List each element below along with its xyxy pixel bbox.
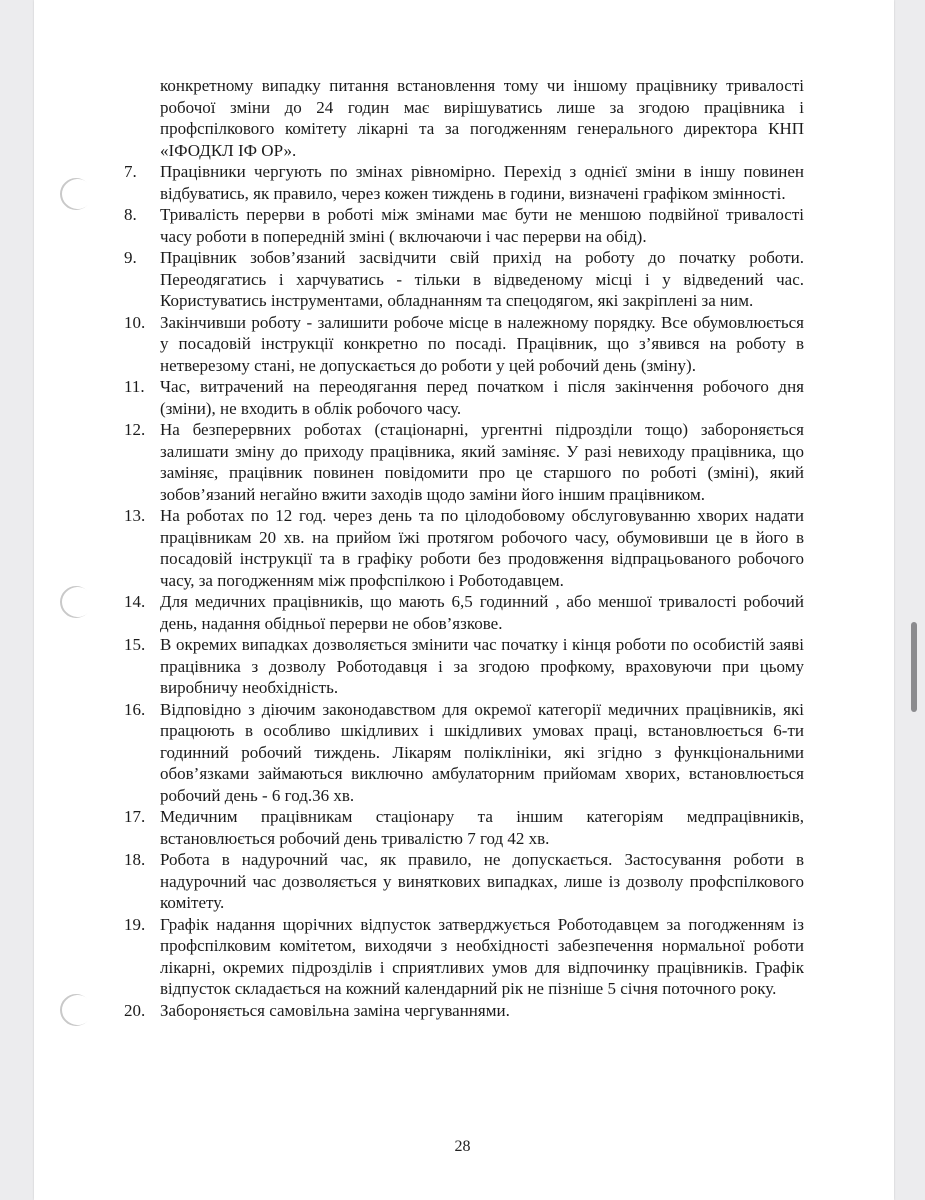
punch-hole-mark	[53, 579, 98, 624]
item-number: 12.	[124, 420, 146, 439]
document-body	[124, 75, 804, 1021]
item-number: 19.	[124, 914, 146, 934]
list-item	[124, 1000, 804, 1022]
item-number: 14.	[124, 592, 146, 611]
item-text: Забороняється самовільна заміна чергуваннями.	[160, 1000, 510, 1020]
item-text: На безперервних роботах (стаціонарні, ургентні підрозділи тощо) забороняється залишати зміну до приходу працівника, який заміняє. У разі невиходу працівника, що заміняє, працівник повинен повідомити про це старшого по роботі (зміні), який зобов’язаний негайно вжити заходів щодо заміни його іншим працівником.	[160, 420, 804, 504]
list-item	[124, 806, 804, 849]
item-number: 13.	[124, 506, 146, 525]
item-number: 10.	[124, 312, 146, 332]
item-text: На роботах по 12 год. через день та по цілодобовому обслуговуванню хворих надати працівникам 20 хв. на прийом їжі протягом робочого часу, обумовивши це в його в посадовій інструкції та в графіку роботи без продовження відпрацьованого робочого часу, за погодженням між профспілкою і Роботодавцем.	[160, 506, 804, 590]
item-number: 17.	[124, 807, 146, 826]
item-text: Працівник зобов’язаний засвідчити свій прихід на роботу до початку роботи. Переодягатись і харчуватись - тільки в відведеному місці і у відведений час. Користуватись інструментами, обладнанням та спецодягом, які закріплені за ним.	[160, 248, 804, 310]
list-item	[124, 634, 804, 699]
list-item	[124, 204, 804, 247]
continued-paragraph: конкретному випадку питання встановлення тому чи іншому працівнику тривалості робочої зміни до 24 годин має вирішуватись лише за згодою працівника і профспілкового комітету лікарні та за погодженням генерального директора КНП «ІФОДКЛ ІФ ОР».	[160, 76, 804, 160]
item-text: Час, витрачений на переодягання перед початком і після закінчення робочого дня (зміни), не входить в облік робочого часу.	[160, 377, 804, 418]
list-item	[124, 247, 804, 312]
item-text: Працівники чергують по змінах рівномірно. Перехід з однієї зміни в іншу повинен відбуватись, як правило, через кожен тиждень в години, визначені графіком змінності.	[160, 162, 804, 203]
item-text: Графік надання щорічних відпусток затверджується Роботодавцем за погодженням із профспілковим комітетом, виходячи з необхідності забезпечення нормальної роботи лікарні, окремих підрозділів і сприятливих умов для відпочинку працівників. Графік відпусток складається на кожний календарний рік не пізніше 5 січня поточного року.	[160, 914, 804, 998]
item-text: Медичним працівникам стаціонару та іншим категоріям медпрацівників, встановлюється робочий день тривалістю 7 год 42 хв.	[160, 807, 804, 848]
item-number: 15.	[124, 635, 146, 654]
item-number: 16.	[124, 699, 146, 719]
item-number: 8.	[124, 205, 137, 224]
item-number: 11.	[124, 377, 145, 396]
item-text: Робота в надурочний час, як правило, не допускається. Застосування роботи в надурочний час дозволяється у виняткових випадках, лише із дозволу профспілкового комітету.	[160, 850, 804, 912]
list-item	[124, 591, 804, 634]
scrollbar-thumb[interactable]	[911, 622, 917, 712]
item-number: 20.	[124, 1000, 146, 1020]
list-item	[124, 914, 804, 1000]
punch-hole-mark	[53, 987, 98, 1032]
item-text: В окремих випадках дозволяється змінити час початку і кінця роботи по особистій заяві працівника з дозволу Роботодавця і за згодою профкому, враховуючи при цьому виробничу необхідність.	[160, 635, 804, 697]
list-item	[124, 699, 804, 807]
list-item	[124, 161, 804, 204]
item-number: 9.	[124, 248, 137, 267]
list-item	[124, 312, 804, 377]
item-text: Тривалість перерви в роботі між змінами має бути не меншою подвійної тривалості часу роботи в попередній зміні ( включаючи і час перерви на обід).	[160, 205, 804, 246]
list-item	[124, 849, 804, 914]
page-number: 28	[454, 1138, 471, 1155]
item-text: Для медичних працівників, що мають 6,5 годинний , або меншої тривалості робочий день, надання обідньої перерви не обов’язкове.	[160, 592, 804, 633]
list-item	[124, 376, 804, 419]
item-number: 18.	[124, 850, 146, 869]
item-text: Закінчивши роботу - залишити робоче місце в належному порядку. Все обумовлюється у посадовій інструкції конкретно по посаді. Працівник, що з’явився на роботу в нетверезому стані, не допускається до роботи у цей робочий день (зміну).	[160, 312, 804, 375]
item-number: 7.	[124, 162, 137, 181]
list-item	[124, 419, 804, 505]
punch-hole-mark	[53, 171, 98, 216]
item-text: Відповідно з діючим законодавством для окремої категорії медичних працівників, які працюють в особливо шкідливих і шкідливих умовах праці, встановлюється 6-ти годинний робочий тиждень. Лікарям поліклініки, які згідно з функціональними обов’язками займаються виключно амбулаторним прийомам хворих, встановлюється робочий день - 6 год.36 хв.	[160, 699, 804, 805]
list-item	[124, 505, 804, 591]
